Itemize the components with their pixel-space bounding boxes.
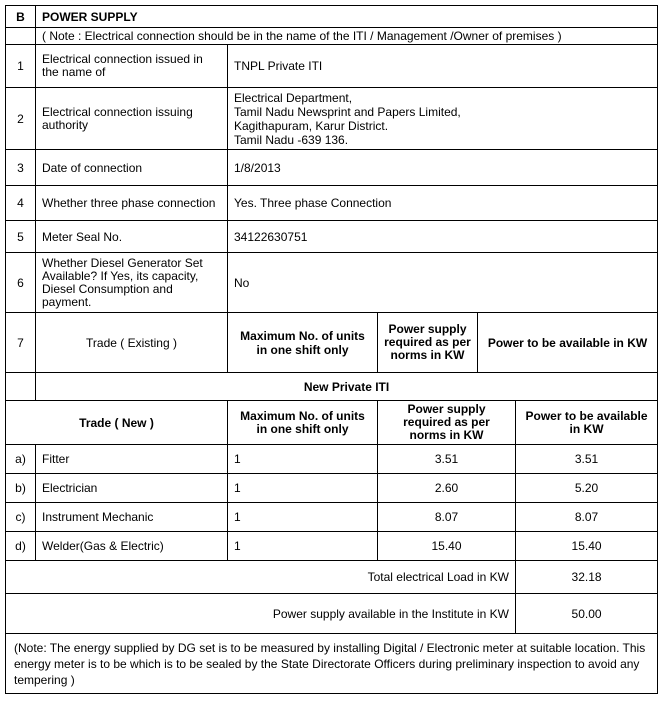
col-power-available-header: Power to be available in KW — [478, 313, 658, 373]
trade-available-kw: 8.07 — [516, 503, 658, 532]
row-number: 2 — [6, 88, 36, 150]
trade-available-kw: 15.40 — [516, 532, 658, 561]
trade-units: 1 — [228, 503, 378, 532]
trade-available-kw: 3.51 — [516, 445, 658, 474]
trade-units: 1 — [228, 474, 378, 503]
footer-note-row — [6, 634, 658, 694]
trade-index: a) — [6, 445, 36, 474]
available-power-row — [6, 594, 658, 634]
trade-units: 1 — [228, 532, 378, 561]
trade-norms-kw: 8.07 — [378, 503, 516, 532]
address-line: Kagithapuram, Karur District. — [234, 118, 389, 133]
detail-label: Meter Seal No. — [36, 221, 228, 253]
row-number: 3 — [6, 150, 36, 186]
trade-name: Electrician — [36, 474, 228, 503]
detail-label: Date of connection — [36, 150, 228, 186]
trade-index: d) — [6, 532, 36, 561]
detail-value: Yes. Three phase Connection — [228, 186, 658, 221]
trade-index: c) — [6, 503, 36, 532]
section-code: B — [6, 6, 36, 28]
detail-row — [6, 150, 658, 186]
detail-value: 34122630751 — [228, 221, 658, 253]
trade-name: Welder(Gas & Electric) — [36, 532, 228, 561]
trade-units: 1 — [228, 445, 378, 474]
section-title: POWER SUPPLY — [36, 6, 658, 28]
detail-value: TNPL Private ITI — [228, 45, 658, 88]
col-max-units-header: Maximum No. of units in one shift only — [228, 401, 378, 445]
new-trade-header-row — [6, 401, 658, 445]
section-note: ( Note : Electrical connection should be in the name of the ITI / Management /Owner of premises ) — [36, 28, 658, 45]
detail-label: Electrical connection issued in the name of — [36, 45, 228, 88]
col-power-norms-header: Power supply required as per norms in KW — [378, 313, 478, 373]
footer-note: (Note: The energy supplied by DG set is to be measured by installing Digital / Electronic meter at suitable location. This energy meter is to be which is to be sealed by the State Directorate Officers during preliminary inspection to avoid any tempering ) — [6, 634, 658, 694]
trade-available-kw: 5.20 — [516, 474, 658, 503]
total-load-value: 32.18 — [516, 561, 658, 594]
power-supply-table — [5, 5, 658, 694]
table-row — [6, 503, 658, 532]
row-number: 6 — [6, 253, 36, 313]
detail-row — [6, 88, 658, 150]
total-load-label: Total electrical Load in KW — [6, 561, 516, 594]
trade-existing-label: Trade ( Existing ) — [36, 313, 228, 373]
detail-value: No — [228, 253, 658, 313]
trade-new-label: Trade ( New ) — [6, 401, 228, 445]
existing-trade-header-row — [6, 313, 658, 373]
detail-row — [6, 45, 658, 88]
detail-label: Electrical connection issuing authority — [36, 88, 228, 150]
section-note-row — [6, 28, 658, 45]
row-number: 5 — [6, 221, 36, 253]
trade-name: Instrument Mechanic — [36, 503, 228, 532]
address-line: Tamil Nadu Newsprint and Papers Limited, — [234, 104, 461, 119]
section-header-row — [6, 6, 658, 28]
trade-name: Fitter — [36, 445, 228, 474]
total-load-row — [6, 561, 658, 594]
row-number: 1 — [6, 45, 36, 88]
row-number: 4 — [6, 186, 36, 221]
available-power-value: 50.00 — [516, 594, 658, 634]
detail-label: Whether three phase connection — [36, 186, 228, 221]
trade-norms-kw: 2.60 — [378, 474, 516, 503]
new-iti-title-row — [6, 373, 658, 401]
available-power-label: Power supply available in the Institute in KW — [6, 594, 516, 634]
new-iti-title: New Private ITI — [36, 373, 658, 401]
trade-index: b) — [6, 474, 36, 503]
col-power-norms-header: Power supply required as per norms in KW — [378, 401, 516, 445]
detail-row — [6, 253, 658, 313]
trade-norms-kw: 3.51 — [378, 445, 516, 474]
address-line: Electrical Department, — [234, 90, 353, 105]
detail-value: 1/8/2013 — [228, 150, 658, 186]
col-power-available-header: Power to be available in KW — [516, 401, 658, 445]
detail-value — [228, 88, 658, 150]
col-max-units-header: Maximum No. of units in one shift only — [228, 313, 378, 373]
table-row — [6, 532, 658, 561]
trade-norms-kw: 15.40 — [378, 532, 516, 561]
address-line: Tamil Nadu -639 136. — [234, 132, 349, 147]
table-row — [6, 474, 658, 503]
table-row — [6, 445, 658, 474]
detail-label: Whether Diesel Generator Set Available? If Yes, its capacity, Diesel Consumption and payment. — [36, 253, 228, 313]
row-number: 7 — [6, 313, 36, 373]
detail-row — [6, 186, 658, 221]
detail-row — [6, 221, 658, 253]
